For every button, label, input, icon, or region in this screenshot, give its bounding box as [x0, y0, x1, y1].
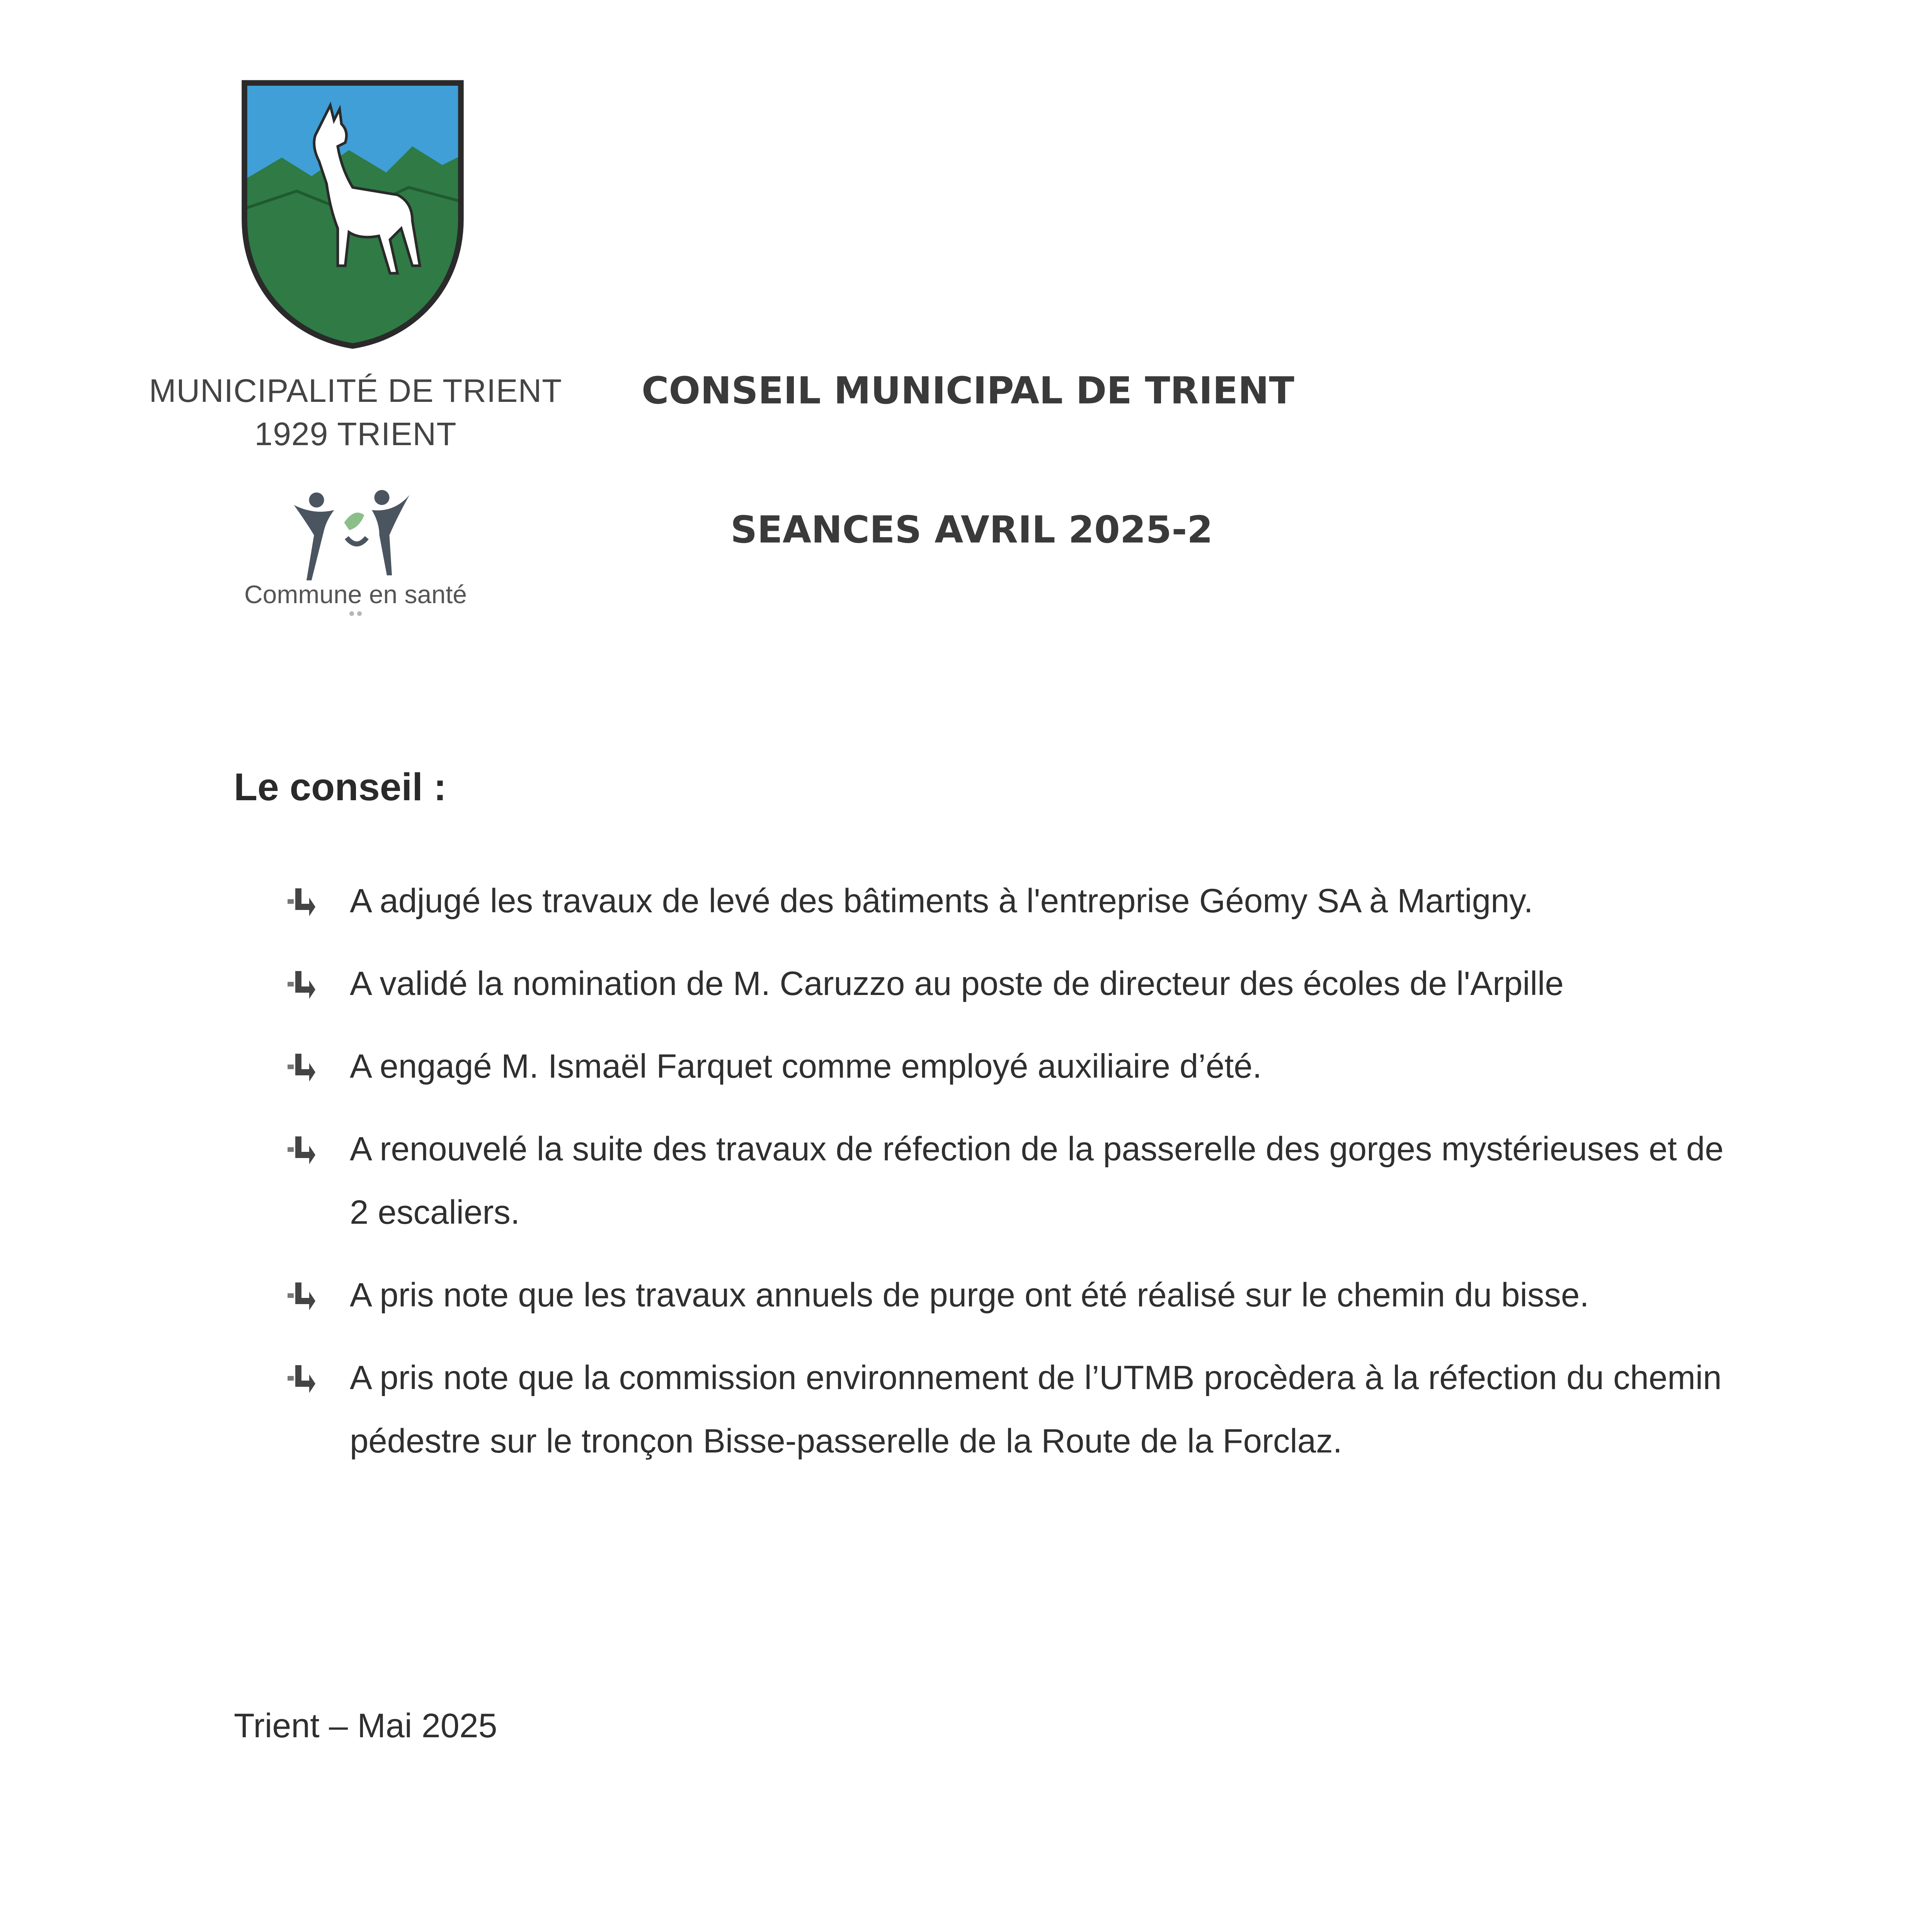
chamois-coat-of-arms-icon — [240, 79, 466, 350]
arrow-down-right-bullet-icon — [286, 1135, 317, 1166]
list-item-text: A adjugé les travaux de levé des bâtiments à l'entreprise Géomy SA à Martigny. — [350, 882, 1533, 920]
list-item — [286, 1117, 1724, 1244]
municipality-header — [128, 369, 584, 456]
list-item-text: A validé la nomination de M. Caruzzo au poste de directeur des écoles de l'Arpille — [350, 965, 1564, 1002]
page-subtitle: SEANCES AVRIL 2025-2 — [730, 508, 1213, 551]
list-item-text: A engagé M. Ismaël Farquet comme employé auxiliaire d’été. — [350, 1048, 1262, 1085]
arrow-down-right-bullet-icon — [286, 969, 317, 1000]
list-item — [286, 1035, 1724, 1098]
page-title: CONSEIL MUNICIPAL DE TRIENT — [642, 369, 1294, 412]
arrow-down-right-bullet-icon — [286, 1281, 317, 1312]
list-item — [286, 869, 1724, 933]
decision-list — [286, 869, 1724, 1492]
municipality-name: MUNICIPALITÉ DE TRIENT — [149, 372, 562, 409]
list-item — [286, 952, 1724, 1015]
list-item-text: A pris note que les travaux annuels de purge ont été réalisé sur le chemin du bisse. — [350, 1276, 1589, 1314]
list-item-text: A pris note que la commission environnement de l’UTMB procèdera à la réfection du chemin pédestre sur le tronçon Bisse-passerelle de la Route de la Forclaz. — [350, 1359, 1722, 1460]
list-item — [286, 1264, 1724, 1327]
commune-en-sante-label: Commune en santé — [244, 580, 467, 609]
commune-en-sante-people-icon — [286, 485, 417, 585]
logo-dots-icon — [348, 610, 363, 617]
arrow-down-right-bullet-icon — [286, 1364, 317, 1395]
list-item-text: A renouvelé la suite des travaux de réfection de la passerelle des gorges mystérieuses et de 2 escaliers. — [350, 1130, 1724, 1231]
arrow-down-right-bullet-icon — [286, 1052, 317, 1083]
municipality-address: 1929 TRIENT — [254, 416, 457, 452]
section-lead: Le conseil : — [234, 765, 447, 809]
signoff-date: Trient – Mai 2025 — [234, 1706, 497, 1745]
list-item — [286, 1346, 1724, 1473]
arrow-down-right-bullet-icon — [286, 887, 317, 918]
